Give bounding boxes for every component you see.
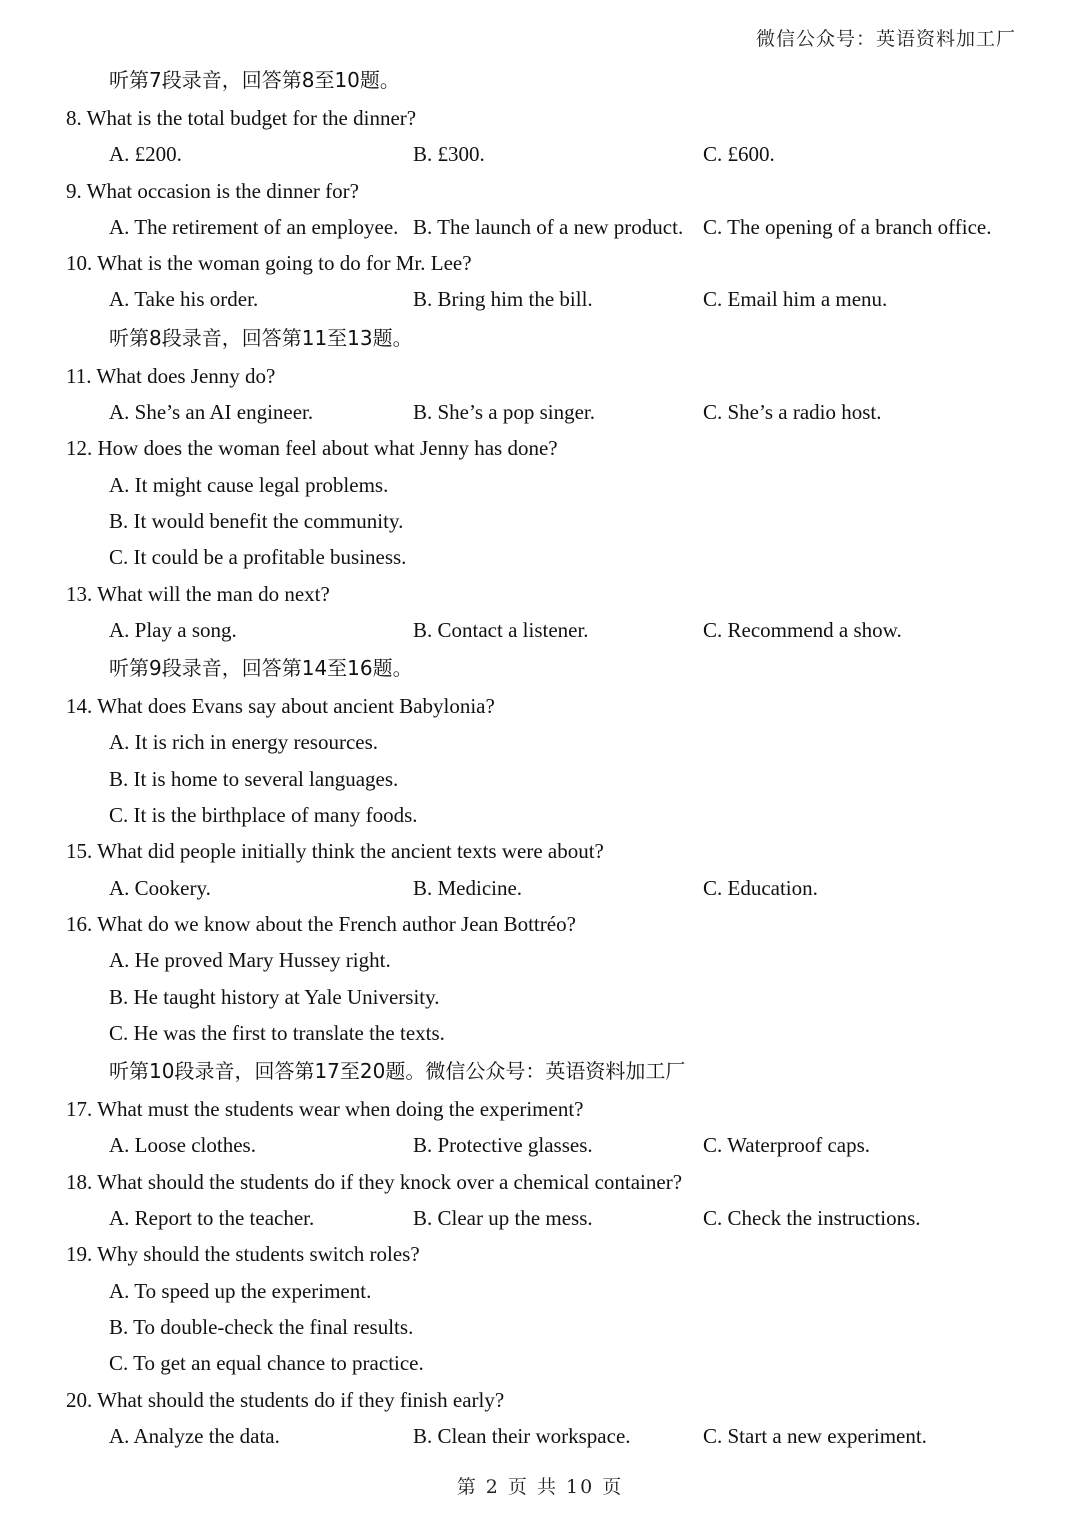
option-a: A. Take his order. [109, 287, 259, 312]
question-stem: 19. Why should the students switch roles? [66, 1242, 420, 1267]
option-line: C. He was the first to translate the texts. [109, 1020, 445, 1045]
option-b: B. Clear up the mess. [413, 1206, 593, 1231]
option-line: B. To double-check the final results. [109, 1314, 414, 1339]
option-a: A. Report to the teacher. [109, 1206, 315, 1231]
option-line: C. It is the birthplace of many foods. [109, 803, 418, 828]
option-line: A. It is rich in energy resources. [109, 730, 379, 755]
option-c: C. £600. [703, 142, 775, 167]
option-b: B. She’s a pop singer. [413, 400, 595, 425]
option-b: B. Bring him the bill. [413, 287, 593, 312]
question-stem: 14. What does Evans say about ancient Babylonia? [66, 694, 495, 719]
option-a: A. Analyze the data. [109, 1423, 280, 1448]
option-c: C. Education. [703, 875, 818, 900]
section-heading: 听第7段录音，回答第8至10题。 [109, 68, 400, 92]
section-heading: 听第8段录音，回答第11至13题。 [109, 325, 413, 350]
option-b: B. The launch of a new product. [413, 214, 684, 239]
question-stem: 15. What did people initially think the ancient texts were about? [66, 839, 604, 864]
option-row [0, 394, 1080, 430]
option-c: C. Start a new experiment. [703, 1423, 927, 1448]
option-line: C. It could be a profitable business. [109, 545, 407, 570]
option-a: A. Loose clothes. [109, 1133, 256, 1158]
option-b: B. £300. [413, 142, 485, 167]
option-a: A. £200. [109, 142, 182, 167]
option-c: C. Waterproof caps. [703, 1133, 871, 1158]
option-line: B. It is home to several languages. [109, 766, 399, 791]
option-c: C. She’s a radio host. [703, 400, 882, 425]
option-c: C. Recommend a show. [703, 617, 902, 642]
option-line: A. To speed up the experiment. [109, 1278, 372, 1303]
question-stem: 16. What do we know about the French author Jean Bottréo? [66, 911, 576, 936]
question-stem: 17. What must the students wear when doing the experiment? [66, 1097, 584, 1122]
section-heading: 听第9段录音，回答第14至16题。 [109, 656, 413, 681]
option-c: C. Email him a menu. [703, 287, 888, 312]
option-row [0, 1418, 1080, 1454]
option-a: A. Cookery. [109, 875, 211, 900]
option-line: C. To get an equal chance to practice. [109, 1351, 424, 1376]
question-stem: 12. How does the woman feel about what Jenny has done? [66, 436, 558, 461]
question-stem: 8. What is the total budget for the dinner? [66, 106, 417, 130]
option-row [0, 1127, 1080, 1163]
question-stem: 18. What should the students do if they knock over a chemical container? [66, 1169, 683, 1194]
option-line: B. He taught history at Yale University. [109, 984, 440, 1009]
option-b: B. Medicine. [413, 875, 523, 900]
page-header: 微信公众号：英语资料加工厂 [755, 28, 1016, 50]
page-footer: 第 2 页 共 10 页 [456, 1476, 624, 1498]
option-row [0, 209, 1080, 245]
option-row [0, 612, 1080, 648]
option-b: B. Protective glasses. [413, 1133, 593, 1158]
option-row [0, 281, 1080, 317]
option-b: B. Contact a listener. [413, 617, 589, 642]
question-list [0, 60, 1080, 1454]
question-stem: 13. What will the man do next? [66, 581, 330, 606]
question-stem: 20. What should the students do if they finish early? [66, 1387, 505, 1412]
option-row [0, 1200, 1080, 1236]
option-a: A. The retirement of an employee. [109, 214, 399, 239]
question-stem: 9. What occasion is the dinner for? [66, 178, 359, 203]
section-heading: 听第10段录音，回答第17至20题。微信公众号：英语资料加工厂 [109, 1059, 686, 1084]
option-line: A. He proved Mary Hussey right. [109, 948, 391, 973]
option-b: B. Clean their workspace. [413, 1423, 631, 1448]
option-a: A. Play a song. [109, 617, 237, 642]
option-a: A. She’s an AI engineer. [109, 400, 314, 425]
option-c: C. Check the instructions. [703, 1206, 921, 1231]
option-line: A. It might cause legal problems. [109, 472, 389, 497]
option-c: C. The opening of a branch office. [703, 214, 992, 239]
option-row [0, 136, 1080, 172]
question-stem: 11. What does Jenny do? [66, 363, 276, 388]
question-stem: 10. What is the woman going to do for Mr. Lee? [66, 251, 472, 276]
option-line: B. It would benefit the community. [109, 508, 404, 533]
option-row [0, 870, 1080, 906]
